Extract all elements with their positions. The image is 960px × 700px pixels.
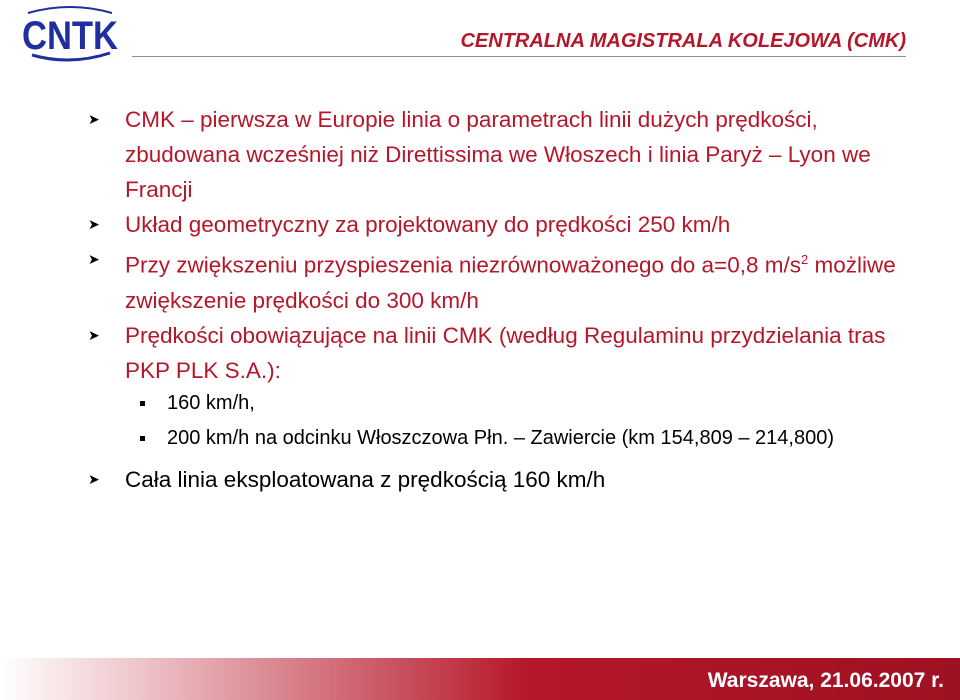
bullet-item (86, 207, 906, 242)
arrowhead-bullet-icon: ➤ (88, 470, 100, 487)
sub-bullet-item (86, 388, 906, 419)
arrowhead-bullet-icon: ➤ (88, 251, 100, 267)
bullet-item (86, 462, 906, 497)
sub-bullet-text: 160 km/h, (167, 391, 255, 414)
superscript: 2 (800, 252, 809, 267)
bullet-text: CMK – pierwsza w Europie linia o parametrach linii dużych prędkości, zbudowana wcześniej niż Direttissima we Włoszech i linia Paryż – Lyon we Francji (125, 107, 871, 202)
bullet-text: Cała linia eksploatowana z prędkością 160 km/h (125, 466, 606, 492)
logo-text: CNTK (22, 14, 119, 58)
bullet-text: Układ geometryczny za projektowany do prędkości 250 km/h (125, 212, 731, 237)
square-bullet-icon (140, 436, 145, 441)
bullet-text-part: możliwe zwiększenie prędkości do 300 km/h (125, 252, 896, 313)
square-bullet-icon (140, 401, 145, 406)
bullet-item (86, 242, 906, 318)
arrowhead-bullet-icon: ➤ (88, 326, 100, 343)
footer-date: Warszawa, 21.06.2007 r. (707, 669, 944, 692)
arrowhead-bullet-icon: ➤ (88, 216, 100, 232)
bullet-text-part: Przy zwiększeniu przyspieszenia niezrównoważonego do a=0,8 m/s (125, 252, 801, 278)
arrowhead-bullet-icon: ➤ (88, 111, 100, 127)
title-divider (132, 56, 906, 57)
bullet-item (86, 318, 906, 388)
footer-bar (0, 658, 960, 700)
slide-title: CENTRALNA MAGISTRALA KOLEJOWA (CMK) (460, 30, 906, 52)
sub-bullet-text: 200 km/h na odcinku Włoszczowa Płn. – Zawiercie (km 154,809 – 214,800) (167, 426, 835, 449)
bullet-list (86, 102, 906, 497)
bullet-text: Prędkości obowiązujące na linii CMK (według Regulaminu przydzielania tras PKP PLK S.A.): (125, 322, 886, 383)
bullet-item (86, 102, 906, 207)
sub-bullet-item (86, 423, 906, 454)
cntk-logo (18, 4, 123, 62)
